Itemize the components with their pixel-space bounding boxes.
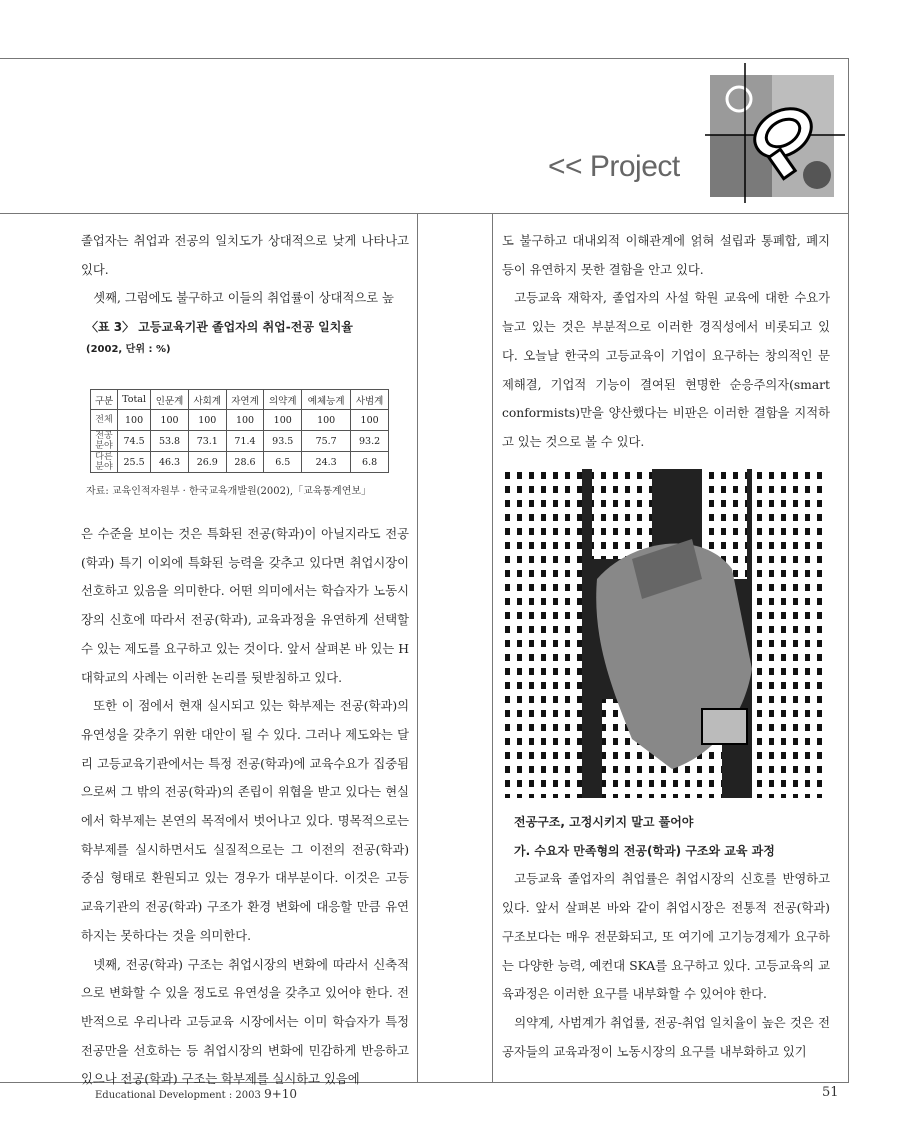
table-row	[91, 410, 389, 431]
page-number: 51	[822, 1085, 839, 1100]
table-caption: 〈표 3〉 고등교육기관 졸업자의 취업-전공 일치율	[86, 320, 353, 334]
table-header-cell: 구분	[91, 390, 118, 410]
table-cell: 100	[118, 410, 151, 431]
table-row	[91, 431, 389, 452]
table-cell: 100	[226, 410, 264, 431]
table-header-cell: 예체능계	[302, 390, 351, 410]
city-businessman-illustration	[502, 469, 829, 798]
table-cell: 73.1	[188, 431, 226, 452]
table-cell: 25.5	[118, 452, 151, 473]
table-row	[91, 452, 389, 473]
column-divider-right	[492, 213, 493, 1083]
table-cell: 53.8	[151, 431, 189, 452]
table-source: 자료: 교육인적자원부 · 한국교육개발원(2002),「교육통계연보」	[86, 486, 372, 497]
right-column-section	[502, 808, 830, 1066]
table-header-cell: 자연계	[226, 390, 264, 410]
paragraph: 넷째, 전공(학과) 구조는 취업시장의 변화에 따라서 신축적으로 변화할 수 있을 정도로 유연성을 갖추고 있어야 한다. 전반적으로 우리나라 고등교육 시장에서는 이미 학습자가 특정 전공만을 선호하는 등 취업시장의 변화에 민감하게 반응하고 있으나 전공(학과) 구조는 학부제를 실시하고 있음에	[81, 957, 409, 1087]
right-rule	[848, 58, 849, 1083]
left-column-body	[81, 520, 409, 1094]
right-column	[502, 227, 830, 457]
table-subcaption: (2002, 단위 : %)	[86, 344, 171, 355]
row-label: 전공 분야	[91, 431, 118, 452]
subsection-heading: 가. 수요자 만족형의 전공(학과) 구조와 교육 과정	[514, 843, 775, 858]
paragraph: 은 수준을 보이는 것은 특화된 전공(학과)이 아닐지라도 전공(학과) 특기 이외에 특화된 능력을 갖추고 있다면 취업시장이 선호하고 있음을 의미한다. 어떤 의미에서는 학습자가 노동시장의 신호에 따라서 전공(학과), 교육과정을 유연하게 선택할 수 있는 제도를 요구하고 있는 것이다. 앞서 살펴본 바 있는 H 대학교의 사례는 이러한 논리를 뒷받침하고 있다.	[81, 527, 409, 685]
paragraph: 고등교육 졸업자의 취업률은 취업시장의 신호를 반영하고 있다. 앞서 살펴본 바와 같이 취업시장은 전통적 전공(학과) 구조보다는 매우 전문화되고, 또 여기에 고기능경제가 요구하는 다양한 능력, 예컨대 SKA를 요구하고 있다. 고등교육의 교육과정은 이러한 요구를 내부화할 수 있어야 한다.	[502, 872, 830, 1002]
paragraph: 고등교육 재학자, 졸업자의 사설 학원 교육에 대한 수요가 늘고 있는 것은 부분적으로 이러한 경직성에서 비롯되고 있다. 오늘날 한국의 고등교육이 기업이 요구하는 창의적인 문제해결, 기업적 기능이 결여된 현명한 순응주의자(smart conformists)만을 양산했다는 비판은 이러한 결함을 지적하고 있는 것으로 볼 수 있다.	[502, 291, 830, 449]
table-header-cell: 사범계	[351, 390, 389, 410]
journal-name: Educational Development : 2003	[95, 1090, 261, 1101]
section-title: << Project	[548, 150, 680, 183]
issue-number: 9+10	[264, 1087, 298, 1101]
table-cell: 6.5	[264, 452, 302, 473]
table-cell: 100	[151, 410, 189, 431]
paragraph: 도 불구하고 대내외적 이해관계에 얽혀 설립과 통폐합, 폐지 등이 유연하지 못한 결함을 안고 있다.	[502, 234, 830, 277]
table-header-row	[91, 390, 389, 410]
table-header-cell: Total	[118, 390, 151, 410]
table-cell: 46.3	[151, 452, 189, 473]
header-rule	[0, 213, 849, 214]
table-cell: 24.3	[302, 452, 351, 473]
table-header-cell: 인문계	[151, 390, 189, 410]
paragraph: 의약계, 사범계가 취업률, 전공-취업 일치율이 높은 것은 전공자들의 교육과정이 노동시장의 요구를 내부화하고 있기	[502, 1015, 830, 1059]
table-cell: 100	[264, 410, 302, 431]
table-header-cell: 사회계	[188, 390, 226, 410]
project-logo-icon	[705, 63, 845, 203]
left-column	[81, 227, 409, 313]
table-cell: 93.5	[264, 431, 302, 452]
table-cell: 100	[188, 410, 226, 431]
row-label: 다른 분야	[91, 452, 118, 473]
table-cell: 75.7	[302, 431, 351, 452]
row-label: 전체	[91, 410, 118, 431]
employment-match-table	[90, 389, 389, 473]
table-cell: 100	[351, 410, 389, 431]
table-cell: 100	[302, 410, 351, 431]
section-heading: 전공구조, 고정시키지 말고 풀어야	[514, 815, 694, 829]
table-cell: 71.4	[226, 431, 264, 452]
table-cell: 28.6	[226, 452, 264, 473]
table-cell: 6.8	[351, 452, 389, 473]
top-rule	[0, 58, 849, 59]
table-cell: 74.5	[118, 431, 151, 452]
table-header-cell: 의약계	[264, 390, 302, 410]
table-cell: 26.9	[188, 452, 226, 473]
paragraph: 또한 이 점에서 현재 실시되고 있는 학부제는 전공(학과)의 유연성을 갖추기 위한 대안이 될 수 있다. 그러나 제도와는 달리 고등교육기관에서는 특정 전공(학과)에 교육수요가 집중됨으로써 그 밖의 전공(학과)의 존립이 위협을 받고 있다는 현실에서 학부제는 본연의 목적에서 벗어나고 있다. 명목적으로는 학부제를 실시하면서도 실질적으로는 그 이전의 전공(학과) 중심 형태로 환원되고 있는 경우가 대부분이다. 이것은 고등교육기관의 전공(학과) 구조가 환경 변화에 대응할 만큼 유연하지는 못하다는 것을 의미한다.	[81, 699, 409, 943]
footer-journal	[95, 1087, 297, 1101]
paragraph: 셋째, 그럼에도 불구하고 이들의 취업률이 상대적으로 높	[93, 291, 394, 306]
paragraph: 졸업자는 취업과 전공의 일치도가 상대적으로 낮게 나타나고 있다.	[81, 234, 409, 277]
table-cell: 93.2	[351, 431, 389, 452]
column-divider-left	[417, 213, 418, 1083]
